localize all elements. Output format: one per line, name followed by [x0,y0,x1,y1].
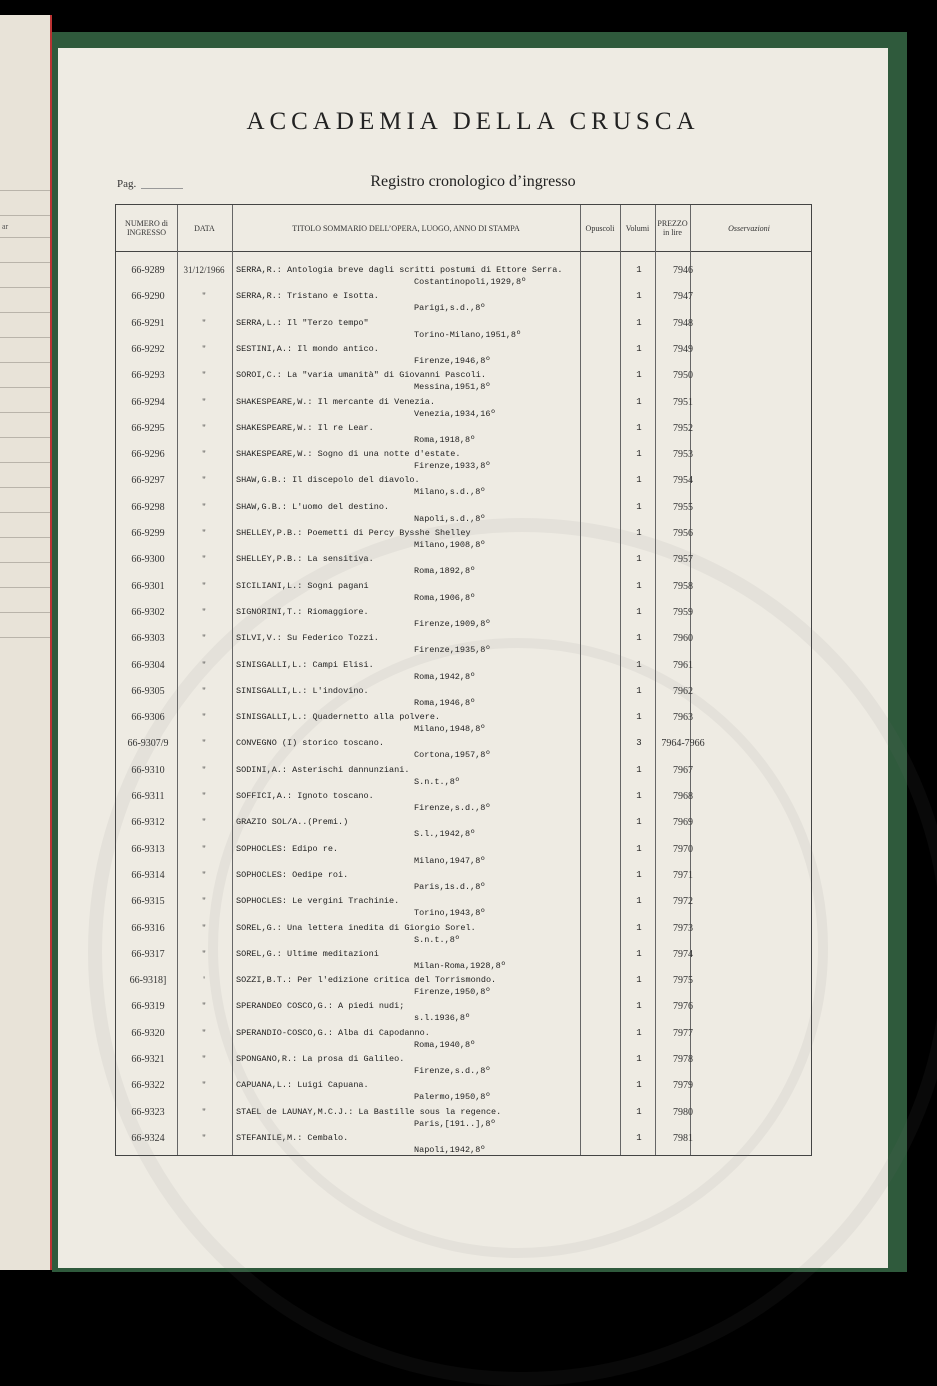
table-row [116,894,811,920]
entry-title: SOPHOCLES: Le vergini Trachinie. [236,896,400,907]
entry-date: " [202,528,206,538]
entry-price: 7971 [673,869,693,881]
entry-number: 66-9312 [131,817,165,829]
entry-number: 66-9305 [131,685,165,697]
entry-volumes: 1 [636,712,642,723]
entry-price: 7948 [673,317,693,329]
entry-volumes: 1 [636,291,642,302]
entry-volumes: 1 [636,843,642,854]
entry-title: CAPUANA,L.: Luigi Capuana. [236,1080,369,1091]
table-row [116,605,811,631]
entry-volumes: 3 [636,738,642,749]
left-page-rule [0,637,50,638]
left-page-rule [0,362,50,363]
entry-title: SPONGANO,R.: La prosa di Galileo. [236,1054,405,1064]
entry-number: 66-9315 [131,896,165,908]
entry-title: GRAZIO SOL/A..(Premi.) [236,817,349,828]
entry-imprint: Firenze,1946,8º [414,355,491,366]
table-row [116,316,811,342]
entry-number: 66-9298 [131,501,165,513]
table-row [116,289,811,315]
table-row [116,447,811,473]
entry-price: 7947 [673,291,693,303]
entry-title: SINISGALLI,L.: Quadernetto alla polvere. [236,712,441,723]
entry-date: " [202,633,206,644]
entry-imprint: Roma,1946,8º [414,697,476,708]
entry-imprint: Cortona,1957,8º [414,750,491,761]
left-page-rule [0,612,50,613]
entry-imprint: Firenze,1909,8º [414,618,491,629]
entry-date: " [202,712,206,723]
left-page-rule [0,237,50,238]
entry-number: 66-9311 [131,791,165,802]
entry-date: " [202,1106,206,1117]
entry-number: 66-9291 [131,317,165,329]
entry-title: SHAW,G.B.: L'uomo del destino. [236,501,390,512]
left-page-rule [0,287,50,288]
page-title: ACCADEMIA DELLA CRUSCA [246,108,700,135]
entry-date: " [202,422,206,433]
entry-date: " [202,343,206,354]
entry-number: 66-9304 [131,659,165,671]
entry-imprint: Paris,1s.d.,8º [414,881,486,892]
entry-title: SHAW,G.B.: Il discepolo del diavolo. [236,475,420,486]
entry-title: SHELLEY,P.B.: La sensitiva. [236,554,374,565]
entry-title: SHAKESPEARE,W.: Sogno di una notte d'estate. [236,449,461,460]
table-row [116,710,811,736]
entry-price: 7976 [673,1001,693,1013]
entry-title: SINISGALLI,L.: Campi Elisi. [236,659,374,670]
entry-number: 66-9320 [131,1027,165,1039]
register-table [115,204,812,1156]
entry-price: 7977 [673,1027,693,1039]
entry-title: SINISGALLI,L.: L'indovino. [236,685,369,696]
entry-title: SESTINI,A.: Il mondo antico. [236,343,379,354]
entry-volumes: 1 [636,633,642,644]
entry-number: 66-9290 [131,291,165,303]
entry-volumes: 1 [636,922,642,933]
entry-imprint: Napoli,1942,8º [414,1144,486,1155]
entry-price: 7959 [673,606,693,618]
entry-number: 66-9297 [131,475,165,487]
table-row [116,263,811,289]
table-row [116,868,811,894]
entry-imprint: Paris,[191..],8º [414,1118,496,1129]
entry-title: SPERANDEO COSCO,G.: A piedi nudi; [236,1001,405,1012]
col-header-numero: NUMERO di INGRESSO [125,219,168,237]
entry-price: 7975 [673,975,693,987]
table-row [116,526,811,552]
entry-volumes: 1 [636,528,642,538]
entry-title: CONVEGNO (I) storico toscano. [236,738,384,749]
entry-imprint: Roma,1892,8º [414,566,476,577]
table-row [116,1078,811,1104]
entry-price: 7952 [673,422,693,434]
entry-price: 7968 [673,791,693,802]
entry-price: 7961 [673,659,693,671]
col-header-osservazioni: Osservazioni [728,223,770,233]
entry-date: " [202,659,206,670]
entry-imprint: Torino,1943,8º [414,908,486,919]
entry-date: " [202,554,206,565]
entry-price: 7946 [673,265,693,276]
entry-date: " [202,685,206,696]
left-page-rule [0,437,50,438]
table-row [116,999,811,1025]
table-row [116,1026,811,1052]
entry-date: " [202,449,206,460]
entry-imprint: Roma,1942,8º [414,671,476,682]
entry-price: 7951 [673,396,693,408]
entry-number: 66-9316 [131,922,165,934]
entry-imprint: Milano,1948,8º [414,724,486,735]
entry-volumes: 1 [636,422,642,433]
entry-title: SHAKESPEARE,W.: Il re Lear. [236,422,374,433]
left-page-rule [0,190,50,191]
entry-date: " [202,606,206,617]
entry-date: " [202,1001,206,1012]
entry-date: " [202,1132,206,1143]
table-row [116,631,811,657]
entry-imprint: Firenze,s.d.,8º [414,803,491,813]
entry-imprint: Firenze,s.d.,8º [414,1066,491,1076]
entry-date: " [202,869,206,880]
register-page [58,48,888,1268]
table-row [116,552,811,578]
entry-imprint: S.n.t.,8º [414,934,460,945]
entry-number: 66-9313 [131,843,165,855]
entry-number: 66-9301 [131,580,165,592]
table-row [116,421,811,447]
entry-date: " [202,817,206,828]
entry-volumes: 1 [636,475,642,486]
entry-volumes: 1 [636,685,642,696]
page-number-label: Pag. [117,178,137,190]
table-row [116,473,811,499]
entry-price: 7955 [673,501,693,513]
entry-price: 7962 [673,685,693,697]
entry-title: SOPHOCLES: Edipo re. [236,843,339,854]
entry-number: 66-9310 [131,764,165,776]
left-page-rule [0,337,50,338]
table-row [116,368,811,394]
entry-volumes: 1 [636,580,642,591]
table-row [116,1131,811,1157]
entry-title: SERRA,L.: Il "Terzo tempo" [236,317,369,328]
entry-volumes: 1 [636,501,642,512]
entry-date: " [202,1080,206,1091]
entry-date: " [202,791,206,801]
entry-number: 66-9324 [131,1132,165,1144]
entry-volumes: 1 [636,1054,642,1064]
entry-date: " [202,1027,206,1038]
entry-volumes: 1 [636,370,642,381]
table-row [116,973,811,999]
entry-volumes: 1 [636,791,642,801]
entry-title: SIGNORINI,T.: Riomaggiore. [236,606,369,617]
entry-title: SODINI,A.: Asterischi dannunziani. [236,764,410,775]
entry-price: 7956 [673,528,693,539]
entry-date: " [202,1054,206,1064]
entry-date: " [202,396,206,407]
entry-date: " [202,764,206,775]
entry-number: 66-9303 [131,633,165,645]
table-row [116,842,811,868]
entry-volumes: 1 [636,1027,642,1038]
entry-imprint: Firenze,1933,8º [414,461,491,472]
entry-imprint: Firenze,1935,8º [414,645,491,656]
entry-price: 7980 [673,1106,693,1118]
entry-imprint: Roma,1940,8º [414,1039,476,1050]
entry-imprint: Firenze,1950,8º [414,987,491,998]
header-rule [116,251,811,252]
entry-imprint: Messina,1951,8º [414,382,491,393]
entry-date: " [202,475,206,486]
entry-imprint: Parigi,s.d.,8º [414,303,486,314]
entry-price: 7963 [673,712,693,724]
entry-volumes: 1 [636,317,642,328]
entry-title: SICILIANI,L.: Sogni pagani [236,580,369,591]
left-page-rule [0,387,50,388]
table-row [116,395,811,421]
entry-title: SERRA,R.: Antologia breve dagli scritti postumi di Ettore Serra. [236,265,563,275]
entry-date: " [202,501,206,512]
entry-title: SERRA,R.: Tristano e Isotta. [236,291,379,302]
entry-imprint: S.l.,1942,8º [414,829,476,840]
table-row [116,947,811,973]
entry-number: 66-9302 [131,606,165,618]
entry-volumes: 1 [636,1132,642,1143]
entry-number: 66-9292 [131,343,165,355]
entry-price: 7949 [673,343,693,355]
entry-imprint: Milano,1947,8º [414,855,486,866]
table-row [116,342,811,368]
entry-title: SOROI,C.: La "varia umanità" di Giovanni Pascoli. [236,370,486,381]
left-page-rule [0,562,50,563]
table-row [116,815,811,841]
entry-price: 7979 [673,1080,693,1092]
table-row [116,789,811,815]
entry-volumes: 1 [636,869,642,880]
table-row [116,500,811,526]
entry-price: 7972 [673,896,693,908]
left-page-rule [0,512,50,513]
entry-number: 66-9314 [131,869,165,881]
entry-number: 66-9295 [131,422,165,434]
entry-price: 7969 [673,817,693,829]
entry-title: SOZZI,B.T.: Per l'edizione critica del Torrismondo. [236,975,497,986]
entry-price: 7958 [673,580,693,592]
table-row [116,579,811,605]
entry-date: " [202,896,206,907]
entry-volumes: 1 [636,554,642,565]
entry-price: 7981 [673,1132,693,1144]
entry-date: " [202,738,206,749]
entry-date: ' [203,975,205,986]
entry-number: 66-9294 [131,396,165,408]
entry-date: " [202,291,206,302]
left-page-rule [0,537,50,538]
entry-volumes: 1 [636,396,642,407]
entry-price: 7978 [673,1054,693,1065]
entry-imprint: Torino-Milano,1951,8º [414,329,522,340]
entry-volumes: 1 [636,1106,642,1117]
entry-volumes: 1 [636,449,642,460]
left-facing-page [0,15,52,1270]
entry-number: 66-9323 [131,1106,165,1118]
page-subtitle: Registro cronologico d’ingresso [370,173,576,190]
entry-imprint: Palermo,1950,8º [414,1092,491,1103]
table-row [116,736,811,762]
left-page-label: ar [2,222,9,231]
left-page-rule [0,587,50,588]
entry-volumes: 1 [636,948,642,959]
entry-price: 7960 [673,633,693,645]
entry-title: SILVI,V.: Su Federico Tozzi. [236,633,379,644]
left-page-rule [0,262,50,263]
entry-volumes: 1 [636,606,642,617]
entry-number: 66-9296 [131,449,165,461]
entry-number: 66-9289 [131,265,165,276]
entry-price: 7967 [673,764,693,776]
left-page-rule [0,215,50,216]
entry-number: 66-9300 [131,554,165,566]
table-row [116,763,811,789]
entry-number: 66-9307/9 [127,738,169,750]
entry-title: SOFFICI,A.: Ignoto toscano. [236,791,374,801]
col-header-volumi: Volumi [625,223,650,233]
entry-title: SOPHOCLES: Oedipe roi. [236,869,349,880]
entry-date: " [202,922,206,933]
entry-imprint: s.l.1936,8º [414,1013,471,1024]
entry-price: 7973 [673,922,693,934]
entry-date: " [202,948,206,959]
entry-title: SHELLEY,P.B.: Poemetti di Percy Bysshe Shelley [236,528,471,538]
entry-price: 7974 [673,948,693,960]
left-page-rule [0,312,50,313]
left-page-rule [0,462,50,463]
col-header-data: DATA [194,223,215,233]
entry-title: STAEL de LAUNAY,M.C.J.: La Bastille sous la regence. [236,1106,502,1117]
entry-price: 7964-7966 [661,738,705,750]
col-header-opuscoli: Opuscoli [585,223,615,233]
left-page-rule [0,412,50,413]
table-row [116,1105,811,1131]
entry-date: " [202,317,206,328]
entry-volumes: 1 [636,1001,642,1012]
entry-imprint: Milan-Roma,1928,8º [414,960,506,971]
entry-volumes: 1 [636,896,642,907]
entry-date: " [202,843,206,854]
entry-volumes: 1 [636,343,642,354]
entry-imprint: Roma,1906,8º [414,592,476,603]
entry-number: 66-9322 [131,1080,165,1092]
entry-title: SOREL,G.: Una lettera inedita di Giorgio Sorel. [236,922,476,933]
table-row [116,1052,811,1078]
entry-price: 7953 [673,449,693,461]
entry-number: 66-9317 [131,948,165,960]
entry-imprint: Milano,1908,8º [414,540,486,550]
entry-imprint: S.n.t.,8º [414,776,460,787]
entry-imprint: Milano,s.d.,8º [414,487,486,498]
entry-title: SOREL,G.: Ultime meditazioni [236,948,379,959]
entry-price: 7950 [673,370,693,382]
table-row [116,921,811,947]
entry-date: " [202,370,206,381]
entry-volumes: 1 [636,1080,642,1091]
entry-imprint: Venezia,1934,16º [414,408,496,419]
col-header-titolo: TITOLO SOMMARIO DELL’OPERA, LUOGO, ANNO DI STAMPA [292,223,520,233]
entry-number: 66-9293 [131,370,165,382]
entry-volumes: 1 [636,659,642,670]
entry-title: SPERANDIO-COSCO,G.: Alba di Capodanno. [236,1027,430,1038]
entry-number: 66-9321 [131,1054,165,1065]
entry-price: 7954 [673,475,693,487]
left-page-rule [0,487,50,488]
entry-title: SHAKESPEARE,W.: Il mercante di Venezia. [236,396,435,407]
entry-number: 66-9318] [129,975,167,987]
col-header-prezzo: PREZZO in lire [657,219,688,237]
entry-volumes: 1 [636,265,642,275]
entry-number: 66-9306 [131,712,165,724]
entry-volumes: 1 [636,817,642,828]
entry-imprint: Napoli,s.d.,8º [414,513,486,524]
entry-number: 66-9319 [131,1001,165,1013]
entry-volumes: 1 [636,764,642,775]
entry-volumes: 1 [636,975,642,986]
entry-imprint: Roma,1918,8º [414,434,476,445]
entry-price: 7970 [673,843,693,855]
entry-imprint: Costantinopoli,1929,8º [414,277,527,287]
table-row [116,658,811,684]
entry-date: 31/12/1966 [183,265,225,275]
entry-title: STEFANILE,M.: Cembalo. [236,1132,349,1143]
entry-price: 7957 [673,554,693,566]
entry-number: 66-9299 [131,528,165,539]
table-row [116,684,811,710]
entry-date: " [202,580,206,591]
